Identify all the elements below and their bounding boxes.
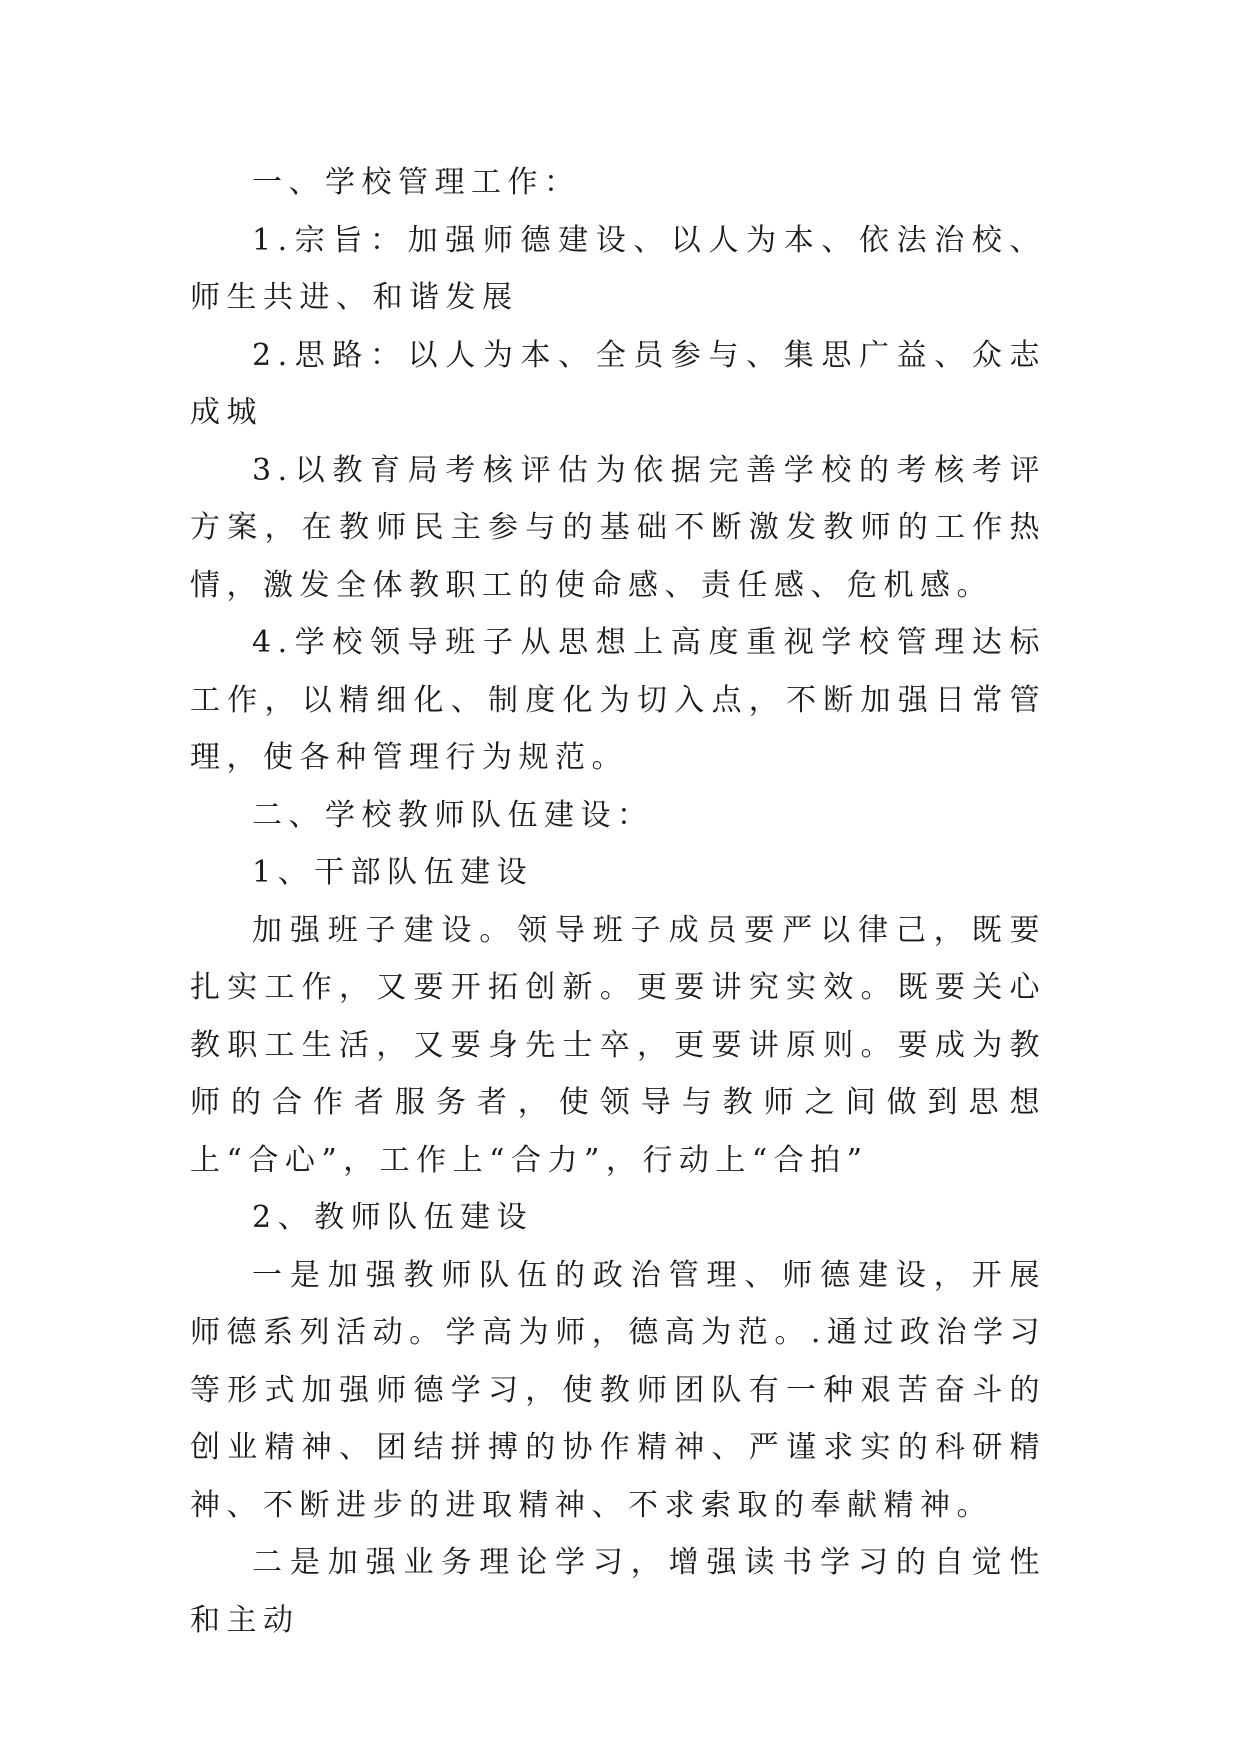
paragraph-approach: 2.思路：以人为本、全员参与、集思广益、众志成城: [190, 337, 1046, 430]
document-body: [190, 154, 1046, 1649]
subheading-cadre-team: 1、干部队伍建设: [252, 855, 534, 890]
paragraph-cadre-team: 加强班子建设。领导班子成员要严以律己，既要扎实工作，又要开拓创新。更要讲究实效。既要关心教职工生活，又要身先士卒，更要讲原则。要成为教师的合作者服务者，使领导与教师之间做到思想上“合心”，工作上“合力”，行动上“合拍”: [190, 912, 1046, 1178]
subheading-teacher-team: 2、教师队伍建设: [252, 1200, 534, 1235]
paragraph-leadership: 4.学校领导班子从思想上高度重视学校管理达标工作，以精细化、制度化为切入点，不断加强日常管理，使各种管理行为规范。: [190, 625, 1046, 775]
paragraph-ethics: 一是加强教师队伍的政治管理、师德建设，开展师德系列活动。学高为师，德高为范。.通过政治学习等形式加强师德学习，使教师团队有一种艰苦奋斗的创业精神、团结拼搏的协作精神、严谨求实的科研精神、不断进步的进取精神、不求索取的奉献精神。: [190, 1257, 1046, 1523]
section-heading-teachers: 二、学校教师队伍建设：: [252, 797, 654, 833]
section-heading-management: 一、学校管理工作：: [252, 165, 581, 200]
paragraph-study: 二是加强业务理论学习，增强读书学习的自觉性和主动: [190, 1545, 1046, 1638]
paragraph-purpose: 1.宗旨：加强师德建设、以人为本、依法治校、师生共进、和谐发展: [190, 222, 1046, 315]
paragraph-assessment: 3.以教育局考核评估为依据完善学校的考核考评方案，在教师民主参与的基础不断激发教师的工作热情，激发全体教职工的使命感、责任感、危机感。: [190, 452, 1046, 603]
